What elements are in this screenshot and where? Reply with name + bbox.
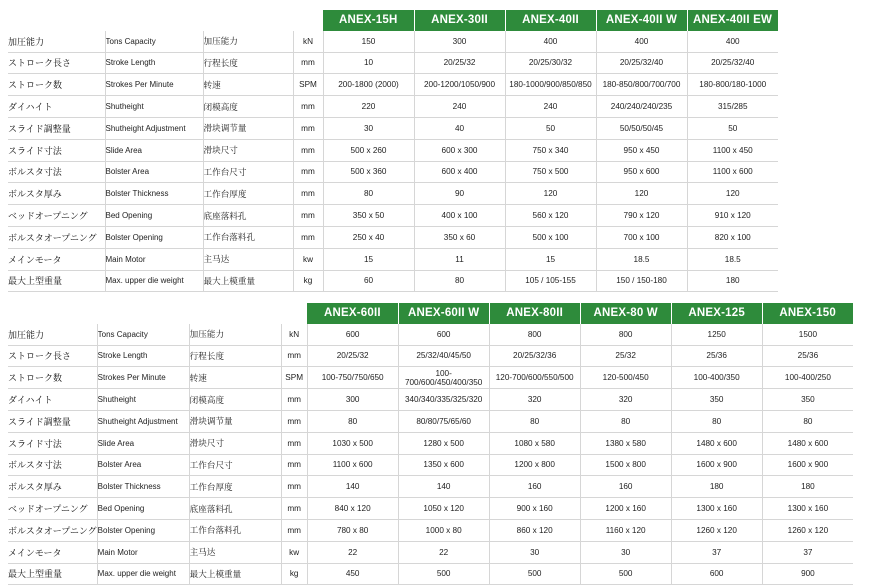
spec-label-cn: 底座落料孔	[189, 498, 281, 520]
model-header: ANEX-40II EW	[687, 10, 778, 31]
spec-value: 140	[398, 476, 489, 498]
spec-value: 40	[414, 117, 505, 139]
model-header-row	[8, 303, 853, 324]
spec-unit: mm	[281, 476, 307, 498]
spec-label-ja: ボルスタオープニング	[8, 519, 97, 541]
spec-label-cn: 主马达	[189, 541, 281, 563]
table-row	[8, 454, 853, 476]
spec-unit: mm	[281, 410, 307, 432]
spec-unit: kg	[293, 270, 323, 292]
spec-value: 1080 x 580	[489, 432, 580, 454]
spec-label-en: Bolster Area	[105, 161, 203, 183]
spec-label-cn: 工作台尺寸	[189, 454, 281, 476]
spec-unit: SPM	[281, 367, 307, 389]
spec-value: 22	[398, 541, 489, 563]
spec-value: 120	[505, 183, 596, 205]
spec-label-en: Bolster Thickness	[97, 476, 189, 498]
spec-value: 80	[323, 183, 414, 205]
spec-label-ja: ストローク長さ	[8, 345, 97, 367]
spec-value: 450	[307, 563, 398, 585]
spec-label-ja: 加圧能力	[8, 324, 97, 345]
model-header: ANEX-80II	[489, 303, 580, 324]
spec-value: 30	[580, 541, 671, 563]
spec-value: 1100 x 450	[687, 139, 778, 161]
spec-value: 1600 x 900	[671, 454, 762, 476]
spec-value: 50	[687, 117, 778, 139]
spec-value: 1250	[671, 324, 762, 345]
header-spacer	[8, 303, 97, 324]
spec-value: 20/25/32/40	[687, 52, 778, 74]
spec-value: 400	[596, 31, 687, 52]
spec-unit: kN	[281, 324, 307, 345]
spec-label-cn: 闭模高度	[189, 389, 281, 411]
spec-value: 150 / 150-180	[596, 270, 687, 292]
spec-value: 820 x 100	[687, 226, 778, 248]
table-row	[8, 389, 853, 411]
spec-value: 80	[762, 410, 853, 432]
spec-label-cn: 滑块调节量	[203, 117, 293, 139]
spec-label-ja: メインモータ	[8, 541, 97, 563]
spec-label-en: Bed Opening	[97, 498, 189, 520]
spec-label-cn: 底座落料孔	[203, 205, 293, 227]
spec-value: 50/50/50/45	[596, 117, 687, 139]
spec-unit: kN	[293, 31, 323, 52]
spec-label-cn: 主马达	[203, 248, 293, 270]
spec-value: 18.5	[596, 248, 687, 270]
spec-value: 80	[580, 410, 671, 432]
spec-value: 840 x 120	[307, 498, 398, 520]
spec-unit: kg	[281, 563, 307, 585]
spec-value: 1260 x 120	[671, 519, 762, 541]
spec-unit: mm	[281, 345, 307, 367]
spec-unit: mm	[293, 139, 323, 161]
spec-value: 80	[671, 410, 762, 432]
header-spacer	[293, 10, 323, 31]
spec-label-cn: 滑块调节量	[189, 410, 281, 432]
table-row	[8, 96, 778, 118]
spec-label-en: Main Motor	[97, 541, 189, 563]
spec-value: 1160 x 120	[580, 519, 671, 541]
spec-value: 1480 x 600	[671, 432, 762, 454]
spec-value: 1300 x 160	[671, 498, 762, 520]
spec-value: 100-750/750/650	[307, 367, 398, 389]
spec-value: 15	[323, 248, 414, 270]
spec-value: 20/25/32/36	[489, 345, 580, 367]
spec-value: 1000 x 80	[398, 519, 489, 541]
spec-value: 500	[489, 563, 580, 585]
spec-unit: mm	[293, 183, 323, 205]
spec-unit: mm	[293, 117, 323, 139]
table-row	[8, 410, 853, 432]
spec-value: 600 x 400	[414, 161, 505, 183]
spec-value: 100-400/250	[762, 367, 853, 389]
spec-label-cn: 工作台尺寸	[203, 161, 293, 183]
spec-table-1	[8, 10, 779, 292]
spec-unit: mm	[293, 205, 323, 227]
spec-value: 120	[596, 183, 687, 205]
spec-label-cn: 加压能力	[189, 324, 281, 345]
spec-value: 1280 x 500	[398, 432, 489, 454]
spec-value: 1100 x 600	[687, 161, 778, 183]
spec-label-en: Main Motor	[105, 248, 203, 270]
spec-value: 140	[307, 476, 398, 498]
spec-value: 180-800/180-1000	[687, 74, 778, 96]
model-header: ANEX-15H	[323, 10, 414, 31]
spec-value: 11	[414, 248, 505, 270]
spec-label-en: Tons Capacity	[97, 324, 189, 345]
spec-value: 120-700/600/550/500	[489, 367, 580, 389]
table-row	[8, 139, 778, 161]
spec-label-en: Tons Capacity	[105, 31, 203, 52]
spec-value: 120	[687, 183, 778, 205]
spec-value: 180-850/800/700/700	[596, 74, 687, 96]
spec-unit: mm	[293, 161, 323, 183]
spec-label-ja: ストローク数	[8, 74, 105, 96]
spec-value: 18.5	[687, 248, 778, 270]
model-header: ANEX-60II	[307, 303, 398, 324]
spec-label-ja: スライド調整量	[8, 117, 105, 139]
spec-value: 350	[671, 389, 762, 411]
spec-value: 600	[398, 324, 489, 345]
spec-value: 860 x 120	[489, 519, 580, 541]
table-row	[8, 52, 778, 74]
model-header-row	[8, 10, 778, 31]
spec-value: 20/25/32	[307, 345, 398, 367]
spec-value: 300	[414, 31, 505, 52]
table-row	[8, 498, 853, 520]
spec-value: 220	[323, 96, 414, 118]
spec-table-1-grid	[8, 10, 779, 292]
spec-label-en: Bolster Opening	[105, 226, 203, 248]
table-row	[8, 226, 778, 248]
header-spacer	[189, 303, 281, 324]
spec-label-en: Shutheight	[105, 96, 203, 118]
spec-label-cn: 滑块尺寸	[203, 139, 293, 161]
spec-label-ja: ダイハイト	[8, 389, 97, 411]
spec-value: 1350 x 600	[398, 454, 489, 476]
spec-value: 320	[580, 389, 671, 411]
spec-value: 25/36	[762, 345, 853, 367]
spec-value: 1100 x 600	[307, 454, 398, 476]
spec-label-cn: 滑块尺寸	[189, 432, 281, 454]
header-spacer	[8, 10, 105, 31]
spec-label-ja: ボルスタ寸法	[8, 161, 105, 183]
spec-label-en: Bolster Thickness	[105, 183, 203, 205]
spec-value: 320	[489, 389, 580, 411]
spec-label-cn: 工作台落料孔	[203, 226, 293, 248]
spec-value: 80/80/75/65/60	[398, 410, 489, 432]
spec-value: 350 x 50	[323, 205, 414, 227]
spec-value: 500	[398, 563, 489, 585]
spec-unit: mm	[293, 226, 323, 248]
table-row	[8, 519, 853, 541]
spec-label-ja: ダイハイト	[8, 96, 105, 118]
spec-label-en: Bolster Opening	[97, 519, 189, 541]
spec-value: 100-400/350	[671, 367, 762, 389]
spec-value: 780 x 80	[307, 519, 398, 541]
table-row	[8, 248, 778, 270]
spec-value: 100-700/600/450/400/350	[398, 367, 489, 389]
spec-label-ja: ボルスタ厚み	[8, 183, 105, 205]
model-header: ANEX-40II W	[596, 10, 687, 31]
spec-label-ja: ストローク長さ	[8, 52, 105, 74]
spec-unit: mm	[281, 432, 307, 454]
spec-label-en: Strokes Per Minute	[97, 367, 189, 389]
spec-value: 105 / 105-155	[505, 270, 596, 292]
spec-value: 37	[671, 541, 762, 563]
spec-unit: SPM	[293, 74, 323, 96]
spec-value: 120-500/450	[580, 367, 671, 389]
spec-value: 20/25/32/40	[596, 52, 687, 74]
table-row	[8, 205, 778, 227]
spec-unit: mm	[281, 519, 307, 541]
spec-label-ja: ベッドオープニング	[8, 205, 105, 227]
spec-unit: kw	[293, 248, 323, 270]
header-spacer	[105, 10, 203, 31]
spec-value: 80	[307, 410, 398, 432]
spec-value: 160	[580, 476, 671, 498]
spec-table-2	[8, 303, 854, 585]
spec-value: 200-1200/1050/900	[414, 74, 505, 96]
spec-label-ja: ボルスタ厚み	[8, 476, 97, 498]
spec-table-2-grid	[8, 303, 854, 585]
spec-value: 350	[762, 389, 853, 411]
spec-value: 800	[580, 324, 671, 345]
spec-label-cn: 工作台厚度	[189, 476, 281, 498]
spec-value: 30	[489, 541, 580, 563]
spec-value: 950 x 600	[596, 161, 687, 183]
spec-label-cn: 行程长度	[203, 52, 293, 74]
spec-value: 150	[323, 31, 414, 52]
spec-label-en: Stroke Length	[105, 52, 203, 74]
spec-label-ja: メインモータ	[8, 248, 105, 270]
spec-value: 1030 x 500	[307, 432, 398, 454]
spec-value: 1200 x 800	[489, 454, 580, 476]
spec-value: 1050 x 120	[398, 498, 489, 520]
model-header: ANEX-60II W	[398, 303, 489, 324]
spec-label-cn: 闭模高度	[203, 96, 293, 118]
spec-label-ja: ストローク数	[8, 367, 97, 389]
model-header: ANEX-40II	[505, 10, 596, 31]
spec-label-ja: スライド調整量	[8, 410, 97, 432]
spec-label-ja: スライド寸法	[8, 139, 105, 161]
spec-label-en: Bed Opening	[105, 205, 203, 227]
spec-label-en: Slide Area	[105, 139, 203, 161]
spec-value: 50	[505, 117, 596, 139]
model-header: ANEX-30II	[414, 10, 505, 31]
spec-value: 500 x 100	[505, 226, 596, 248]
spec-label-ja: ベッドオープニング	[8, 498, 97, 520]
spec-unit: mm	[281, 389, 307, 411]
spec-value: 25/36	[671, 345, 762, 367]
spec-label-en: Shutheight Adjustment	[97, 410, 189, 432]
spec-value: 22	[307, 541, 398, 563]
spec-value: 600	[671, 563, 762, 585]
spec-label-ja: 最大上型重量	[8, 563, 97, 585]
spec-value: 20/25/32	[414, 52, 505, 74]
table-row	[8, 345, 853, 367]
spec-label-cn: 转速	[203, 74, 293, 96]
spec-value: 60	[323, 270, 414, 292]
table-row	[8, 270, 778, 292]
model-header: ANEX-150	[762, 303, 853, 324]
table-row	[8, 74, 778, 96]
table-row	[8, 31, 778, 52]
spec-value: 200-1800 (2000)	[323, 74, 414, 96]
table-row	[8, 117, 778, 139]
table-row	[8, 476, 853, 498]
table-row	[8, 367, 853, 389]
spec-label-ja: 加圧能力	[8, 31, 105, 52]
spec-value: 1480 x 600	[762, 432, 853, 454]
spec-value: 340/340/335/325/320	[398, 389, 489, 411]
table-row	[8, 541, 853, 563]
spec-value: 180-1000/900/850/850	[505, 74, 596, 96]
spec-label-ja: ボルスタ寸法	[8, 454, 97, 476]
spec-value: 900 x 160	[489, 498, 580, 520]
spec-value: 800	[489, 324, 580, 345]
spec-label-cn: 转速	[189, 367, 281, 389]
spec-label-ja: ボルスタオープニング	[8, 226, 105, 248]
spec-value: 400	[687, 31, 778, 52]
spec-value: 30	[323, 117, 414, 139]
spec-value: 500	[580, 563, 671, 585]
spec-label-en: Max. upper die weight	[105, 270, 203, 292]
spec-value: 600 x 300	[414, 139, 505, 161]
spec-value: 80	[414, 270, 505, 292]
spec-value: 300	[307, 389, 398, 411]
spec-value: 1380 x 580	[580, 432, 671, 454]
spec-value: 750 x 340	[505, 139, 596, 161]
spec-value: 750 x 500	[505, 161, 596, 183]
spec-value: 240/240/240/235	[596, 96, 687, 118]
spec-value: 400	[505, 31, 596, 52]
spec-unit: mm	[281, 454, 307, 476]
spec-value: 80	[489, 410, 580, 432]
spec-label-cn: 最大上模重量	[189, 563, 281, 585]
spec-value: 37	[762, 541, 853, 563]
spec-value: 560 x 120	[505, 205, 596, 227]
table-row	[8, 161, 778, 183]
spec-label-en: Shutheight Adjustment	[105, 117, 203, 139]
header-spacer	[203, 10, 293, 31]
spec-label-cn: 工作台厚度	[203, 183, 293, 205]
spec-label-en: Slide Area	[97, 432, 189, 454]
table-row	[8, 324, 853, 345]
spec-label-ja: スライド寸法	[8, 432, 97, 454]
spec-value: 950 x 450	[596, 139, 687, 161]
spec-label-cn: 加压能力	[203, 31, 293, 52]
spec-value: 15	[505, 248, 596, 270]
spec-value: 500 x 260	[323, 139, 414, 161]
table-row	[8, 432, 853, 454]
spec-value: 10	[323, 52, 414, 74]
spec-value: 180	[687, 270, 778, 292]
spec-value: 1600 x 900	[762, 454, 853, 476]
spec-value: 600	[307, 324, 398, 345]
spec-value: 500 x 360	[323, 161, 414, 183]
spec-value: 20/25/30/32	[505, 52, 596, 74]
spec-unit: mm	[293, 52, 323, 74]
spec-value: 315/285	[687, 96, 778, 118]
spec-label-en: Max. upper die weight	[97, 563, 189, 585]
spec-unit: mm	[281, 498, 307, 520]
spec-value: 25/32	[580, 345, 671, 367]
spec-value: 1200 x 160	[580, 498, 671, 520]
spec-label-en: Bolster Area	[97, 454, 189, 476]
spec-value: 910 x 120	[687, 205, 778, 227]
spec-value: 1300 x 160	[762, 498, 853, 520]
spec-label-en: Stroke Length	[97, 345, 189, 367]
model-header: ANEX-125	[671, 303, 762, 324]
spec-label-ja: 最大上型重量	[8, 270, 105, 292]
spec-value: 180	[671, 476, 762, 498]
spec-value: 400 x 100	[414, 205, 505, 227]
table-row	[8, 183, 778, 205]
spec-label-cn: 工作台落料孔	[189, 519, 281, 541]
spec-value: 900	[762, 563, 853, 585]
header-spacer	[281, 303, 307, 324]
spec-value: 240	[505, 96, 596, 118]
table-row	[8, 563, 853, 585]
model-header: ANEX-80 W	[580, 303, 671, 324]
spec-value: 160	[489, 476, 580, 498]
spec-value: 1500	[762, 324, 853, 345]
spec-value: 250 x 40	[323, 226, 414, 248]
spec-value: 25/32/40/45/50	[398, 345, 489, 367]
spec-value: 1500 x 800	[580, 454, 671, 476]
spec-unit: mm	[293, 96, 323, 118]
spec-unit: kw	[281, 541, 307, 563]
spec-value: 180	[762, 476, 853, 498]
header-spacer	[97, 303, 189, 324]
spec-label-en: Strokes Per Minute	[105, 74, 203, 96]
spec-label-cn: 行程长度	[189, 345, 281, 367]
spec-value: 90	[414, 183, 505, 205]
spec-value: 790 x 120	[596, 205, 687, 227]
spec-label-cn: 最大上模重量	[203, 270, 293, 292]
spec-value: 1260 x 120	[762, 519, 853, 541]
spec-value: 240	[414, 96, 505, 118]
spec-value: 700 x 100	[596, 226, 687, 248]
spec-value: 350 x 60	[414, 226, 505, 248]
spec-label-en: Shutheight	[97, 389, 189, 411]
